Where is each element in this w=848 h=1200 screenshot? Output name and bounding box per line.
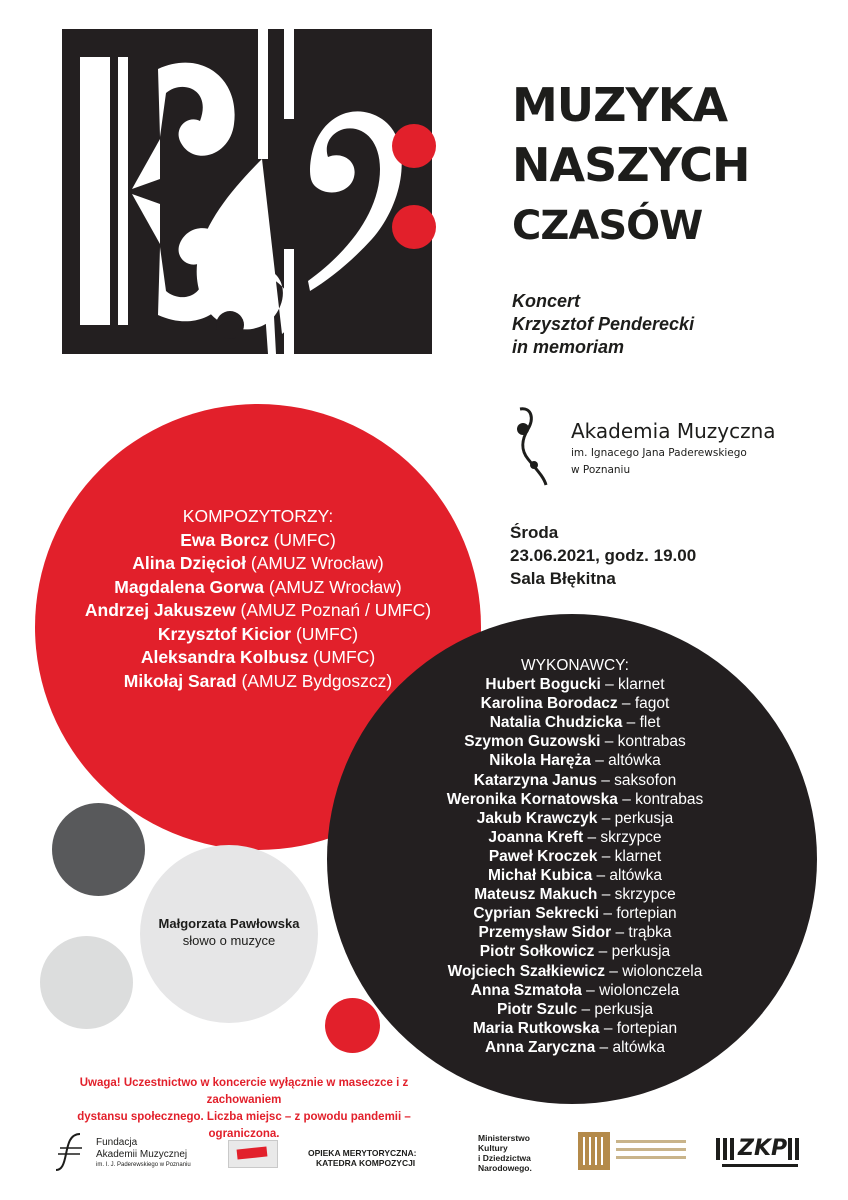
composer-name: Mikołaj Sarad [123, 670, 237, 691]
performer-instrument: – altówka [595, 1038, 666, 1056]
performer-item [420, 751, 730, 770]
composer-affiliation: (UMFC) [268, 529, 336, 550]
performer-name: Przemysław Sidor [478, 924, 612, 942]
performer-instrument: – flet [622, 714, 661, 732]
composer-name: Ewa Borcz [180, 529, 269, 550]
academy-sub-2: w Poznaniu [571, 464, 631, 476]
performers-heading: WYKONAWCY: [521, 657, 629, 674]
academy-sub-1: im. Ignacego Jana Paderewskiego [571, 447, 747, 459]
performer-instrument: – klarnet [600, 676, 665, 694]
performer-instrument: – perkusja [577, 1000, 653, 1018]
event-datetime: 23.06.2021, godz. 19.00 [510, 546, 697, 565]
performer-instrument: – perkusja [594, 943, 671, 961]
performer-instrument: – fortepian [599, 1019, 678, 1037]
clef-icon [62, 29, 432, 354]
performer-instrument: – fagot [617, 695, 670, 713]
subtitle-line-2: Krzysztof Penderecki [512, 314, 695, 334]
performer-instrument: – wiolonczela [581, 981, 680, 999]
title-line-2: NASZYCH [512, 138, 750, 192]
subtitle-line-3: in memoriam [512, 337, 625, 357]
composer-item [35, 646, 481, 670]
grey-pale-circle [40, 936, 133, 1029]
performer-name: Anna Szmatoła [470, 981, 582, 999]
performer-instrument: – trąbka [611, 924, 672, 942]
ministerstwo-line-4: Narodowego. [478, 1163, 532, 1173]
performer-item [420, 809, 730, 828]
composer-item [35, 623, 481, 647]
performer-item [420, 1019, 730, 1038]
performers-list [420, 656, 730, 1057]
fundacja-line-1: Fundacja [96, 1137, 138, 1148]
performer-item [420, 942, 730, 961]
performer-item [420, 828, 730, 847]
fundacja-logo-icon [52, 1130, 92, 1174]
performer-item [420, 732, 730, 751]
colon-dot-top [392, 124, 436, 168]
opieka-line-1: OPIEKA MERYTORYCZNA: [308, 1148, 417, 1158]
colon-dot-bottom [392, 205, 436, 249]
ministerstwo-line-1: Ministerstwo [478, 1133, 530, 1143]
performer-item [420, 885, 730, 904]
performer-name: Piotr Szulc [497, 1000, 578, 1018]
performer-item [420, 904, 730, 923]
performer-item [420, 1000, 730, 1019]
composer-name: Krzysztof Kicior [157, 623, 292, 644]
title-line-1: MUZYKA [512, 78, 728, 132]
composer-name: Andrzej Jakuszew [84, 600, 236, 620]
performer-item [420, 771, 730, 790]
performer-name: Michał Kubica [487, 867, 593, 885]
performer-name: Paweł Kroczek [488, 847, 598, 865]
performer-name: Katarzyna Janus [473, 771, 597, 789]
composer-item [35, 576, 481, 600]
performer-item [420, 866, 730, 885]
composer-affiliation: (AMUZ Wrocław) [246, 553, 384, 573]
performer-name: Mateusz Makuch [474, 886, 598, 904]
zkp-logo [716, 1134, 800, 1170]
performer-name: Jakub Krawczyk [476, 809, 598, 827]
sponsor-badge [228, 1140, 278, 1168]
speaker-role: słowo o muzyce [182, 933, 276, 948]
composer-affiliation: (AMUZ Poznań / UMFC) [235, 600, 432, 620]
performer-name: Anna Zaryczna [484, 1038, 596, 1056]
performer-item [420, 847, 730, 866]
composer-affiliation: (AMUZ Bydgoszcz) [236, 670, 393, 691]
speaker-name: Małgorzata Pawłowska [158, 916, 300, 931]
performer-instrument: – fortepian [599, 905, 677, 923]
performer-name: Piotr Sołkowicz [479, 943, 595, 961]
composers-list [35, 505, 481, 693]
performer-item [420, 1038, 730, 1057]
performer-item [420, 790, 730, 809]
red-small-circle [325, 998, 380, 1053]
performer-name: Wojciech Szałkiewicz [447, 962, 605, 980]
performer-name: Karolina Borodacz [480, 695, 618, 713]
composer-affiliation: (UMFC) [308, 647, 376, 667]
performer-item [420, 962, 730, 981]
performer-name: Natalia Chudzicka [489, 714, 623, 732]
performer-name: Weronika Kornatowska [446, 790, 618, 808]
performer-instrument: – skrzypce [583, 828, 662, 846]
fundacja-line-2: Akademii Muzycznej [96, 1149, 188, 1160]
event-day: Środa [510, 523, 559, 542]
performer-item [420, 923, 730, 942]
composer-item [35, 529, 481, 553]
performer-instrument: – wiolonczela [605, 962, 703, 980]
composer-affiliation: (UMFC) [291, 623, 359, 644]
performer-instrument: – altówka [590, 752, 661, 770]
subtitle-line-1: Koncert [512, 291, 581, 311]
composer-name: Alina Dzięcioł [132, 553, 247, 573]
ministerstwo-line-2: Kultury [478, 1143, 508, 1153]
performer-instrument: – altówka [592, 867, 662, 885]
composers-heading: KOMPOZYTORZY: [182, 506, 334, 526]
performer-name: Joanna Kreft [488, 828, 584, 846]
performer-name: Hubert Bogucki [485, 676, 601, 694]
covid-notice [44, 1075, 444, 1143]
performer-name: Cyprian Sekrecki [473, 905, 600, 923]
composer-name: Magdalena Gorwa [114, 576, 265, 597]
performer-instrument: – saksofon [596, 771, 677, 789]
fundacja-line-3: im. I. J. Paderewskiego w Poznaniu [96, 1162, 191, 1168]
performer-instrument: – kontrabas [600, 733, 686, 751]
clef-logo [62, 29, 432, 354]
event-venue: Sala Błękitna [510, 569, 616, 588]
title-line-3: CZASÓW [512, 203, 703, 249]
performer-item [420, 694, 730, 713]
grey-dark-circle [52, 803, 145, 896]
performer-item [420, 981, 730, 1000]
notice-line-2: dystansu społecznego. Liczba miejsc – z powodu pandemii – ograniczona. [77, 1111, 411, 1140]
performer-instrument: – skrzypce [597, 886, 676, 904]
performer-name: Maria Rutkowska [472, 1019, 600, 1037]
university-logo [578, 1132, 690, 1170]
performer-item [420, 713, 730, 732]
composer-affiliation: (AMUZ Wrocław) [264, 576, 402, 597]
academy-name: Akademia Muzyczna [571, 419, 776, 443]
performer-item [420, 675, 730, 694]
opieka-line-2: KATEDRA KOMPOZYCJI [316, 1158, 416, 1168]
zkp-text: ZKP [738, 1136, 788, 1161]
notice-line-1: Uwaga! Uczestnictwo w koncercie wyłącznie w maseczce i z zachowaniem [79, 1077, 409, 1106]
composer-name: Aleksandra Kolbusz [140, 647, 309, 667]
academy-logo-icon [510, 405, 555, 490]
composer-item [35, 552, 481, 576]
composer-item [35, 670, 481, 694]
performer-instrument: – kontrabas [617, 790, 704, 808]
ministerstwo-line-3: i Dziedzictwa [478, 1153, 531, 1163]
performer-name: Szymon Guzowski [464, 733, 601, 751]
performer-instrument: – klarnet [597, 847, 662, 865]
performer-name: Nikola Haręża [489, 752, 591, 770]
composer-item [35, 599, 481, 623]
performer-instrument: – perkusja [597, 809, 674, 827]
speaker-block [140, 915, 318, 949]
